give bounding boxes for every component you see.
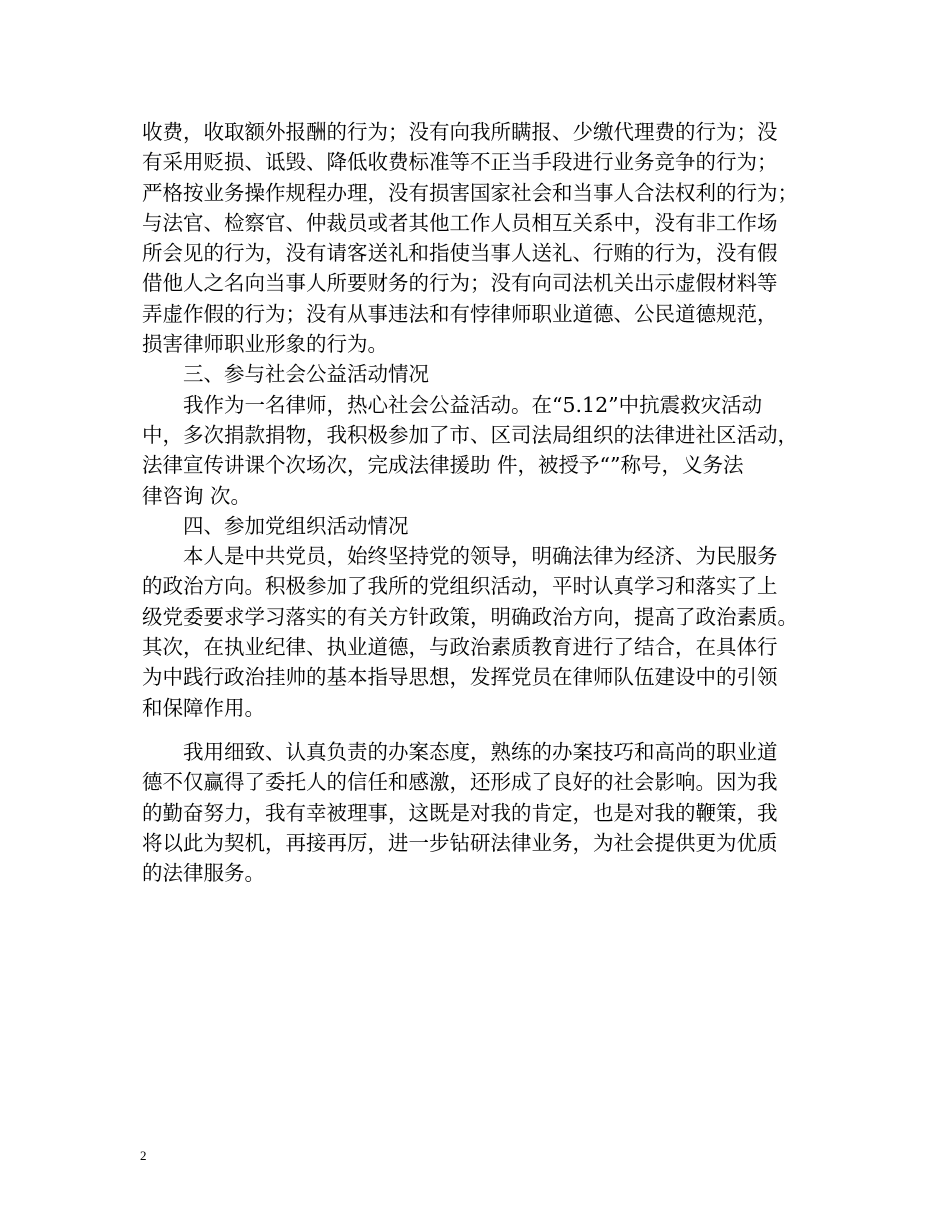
text-line: 其次，在执业纪律、执业道德，与政治素质教育进行了结合，在具体行 <box>142 635 778 660</box>
text-line: 德不仅赢得了委托人的信任和感激，还形成了良好的社会影响。因为我 <box>142 770 778 795</box>
text-line: 我作为一名律师，热心社会公益活动。在“5.12”中抗震救灾活动 <box>183 392 763 417</box>
text-line: 严格按业务操作规程办理，没有损害国家社会和当事人合法权利的行为； <box>142 180 798 205</box>
text-line: 我用细致、认真负责的办案态度，熟练的办案技巧和高尚的职业道 <box>183 739 778 764</box>
text-line: 为中践行政治挂帅的基本指导思想，发挥党员在律师队伍建设中的引领 <box>142 665 778 690</box>
text-line: 律咨询 次。 <box>142 483 252 508</box>
text-line: 弄虚作假的行为；没有从事违法和有悖律师职业道德、公民道德规范， <box>142 301 778 326</box>
text-line: 和保障作用。 <box>142 695 265 720</box>
section-heading: 四、参加党组织活动情况 <box>183 513 409 538</box>
text-line: 法律宣传讲课个次场次，完成法律援助 件，被授予“”称号，义务法 <box>142 453 744 478</box>
text-line: 本人是中共党员，始终坚持党的领导，明确法律为经济、为民服务 <box>183 544 778 569</box>
section-heading: 三、参与社会公益活动情况 <box>183 362 429 387</box>
paragraph-gap <box>142 723 822 737</box>
text-line: 级党委要求学习落实的有关方针政策，明确政治方向，提高了政治素质。 <box>142 604 798 629</box>
text-line: 中，多次捐款捐物，我积极参加了市、区司法局组织的法律进社区活动， <box>142 422 798 447</box>
text-line: 的政治方向。积极参加了我所的党组织活动，平时认真学习和落实了上 <box>142 574 778 599</box>
text-line: 借他人之名向当事人所要财务的行为；没有向司法机关出示虚假材料等 <box>142 271 778 296</box>
text-line: 收费，收取额外报酬的行为；没有向我所瞒报、少缴代理费的行为；没 <box>142 120 778 144</box>
text-line: 所会见的行为，没有请客送礼和指使当事人送礼、行贿的行为，没有假 <box>142 241 778 266</box>
text-line: 的法律服务。 <box>142 861 265 886</box>
page-number: 2 <box>140 1148 147 1163</box>
text-line: 与法官、检察官、仲裁员或者其他工作人员相互关系中，没有非工作场 <box>142 210 778 235</box>
text-line: 损害律师职业形象的行为。 <box>142 332 388 357</box>
text-line: 有采用贬损、诋毁、降低收费标准等不正当手段进行业务竞争的行为； <box>142 150 778 175</box>
document-body <box>142 117 822 888</box>
text-line: 的勤奋努力，我有幸被理事，这既是对我的肯定，也是对我的鞭策，我 <box>142 800 778 825</box>
text-line: 将以此为契机，再接再厉，进一步钻研法律业务，为社会提供更为优质 <box>142 830 778 855</box>
